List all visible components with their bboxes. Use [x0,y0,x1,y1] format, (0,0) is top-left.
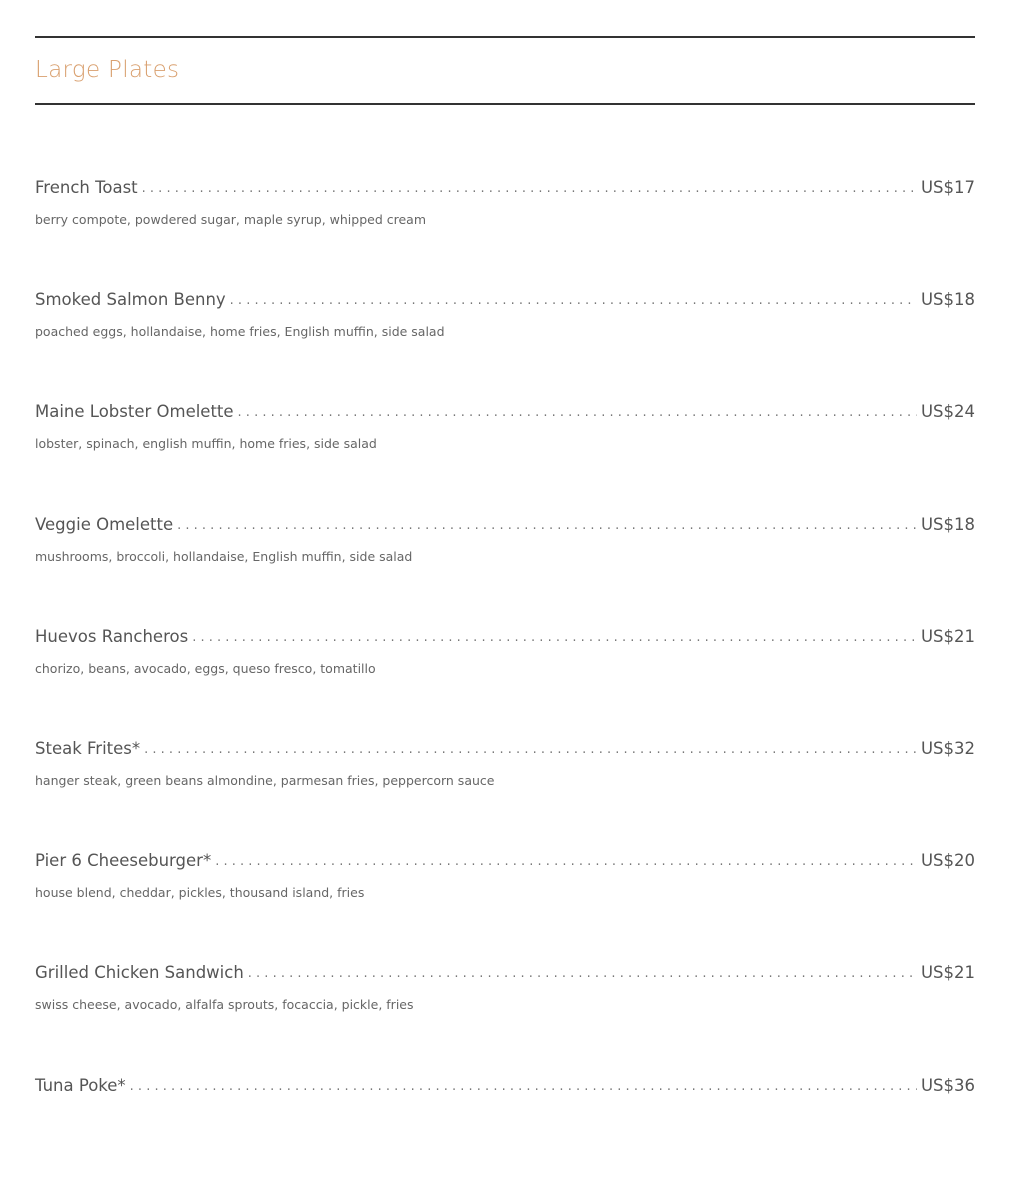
menu-item [35,287,975,399]
menu-item-description: berry compote, powdered sugar, maple syrup, whipped cream [35,212,426,227]
menu-item-price: US$17 [920,178,975,197]
menu-item-price: US$20 [920,851,975,871]
menu-item-list [35,175,975,1185]
menu-item-description: poached eggs, hollandaise, home fries, English muffin, side salad [35,324,445,340]
menu-item-row [35,848,975,874]
dot-leader [230,288,917,314]
menu-item-row [35,512,975,538]
section-title: Large Plates [35,57,180,83]
dot-leader [144,737,917,763]
menu-item-description: chorizo, beans, avocado, eggs, queso fresco, tomatillo [35,660,376,676]
section-bottom-rule [35,103,975,105]
menu-item-description: lobster, spinach, english muffin, home fries, side salad [35,436,377,452]
menu-item-name: French Toast [35,178,138,197]
menu-item [35,512,975,624]
dot-leader [215,849,917,875]
menu-item-price: US$18 [920,290,975,310]
menu-item-price: US$24 [920,402,975,422]
menu-item-name: Huevos Rancheros [35,626,189,646]
menu-item-price: US$36 [920,1075,975,1095]
menu-item [35,399,975,511]
dot-leader [177,513,917,539]
menu-item-price: US$21 [920,626,975,646]
menu-item-price: US$32 [920,738,975,758]
menu-item-name: Steak Frites* [35,738,141,758]
menu-item-row [35,960,975,986]
menu-item-name: Tuna Poke* [35,1075,126,1095]
menu-item-description: mushrooms, broccoli, hollandaise, English muffin, side salad [35,548,413,564]
menu-item [35,848,975,960]
menu-item-name: Veggie Omelette [35,514,174,534]
dot-leader [142,176,917,202]
menu-item-price: US$18 [920,514,975,534]
menu-item-price: US$21 [920,963,975,983]
dot-leader [248,961,917,987]
menu-item [35,175,975,287]
dot-leader [192,625,917,651]
menu-item-description: hanger steak, green beans almondine, parmesan fries, peppercorn sauce [35,772,495,788]
menu-item-row [35,1073,975,1099]
dot-leader [238,400,917,426]
menu-item-row [35,287,975,313]
menu-item-row [35,399,975,425]
menu-item-name: Maine Lobster Omelette [35,402,234,422]
menu-item-description: swiss cheese, avocado, alfalfa sprouts, focaccia, pickle, fries [35,997,414,1013]
menu-item-row [35,624,975,650]
menu-item [35,960,975,1072]
menu-item-name: Smoked Salmon Benny [35,290,226,310]
menu-item-row [35,175,975,201]
menu-item [35,1073,975,1185]
menu-item [35,736,975,848]
menu-item-row [35,736,975,762]
dot-leader [130,1074,917,1100]
menu-item [35,624,975,736]
menu-item-name: Pier 6 Cheeseburger* [35,851,212,871]
menu-item-name: Grilled Chicken Sandwich [35,963,244,983]
section-top-rule [35,36,975,38]
menu-item-description: house blend, cheddar, pickles, thousand island, fries [35,885,365,901]
